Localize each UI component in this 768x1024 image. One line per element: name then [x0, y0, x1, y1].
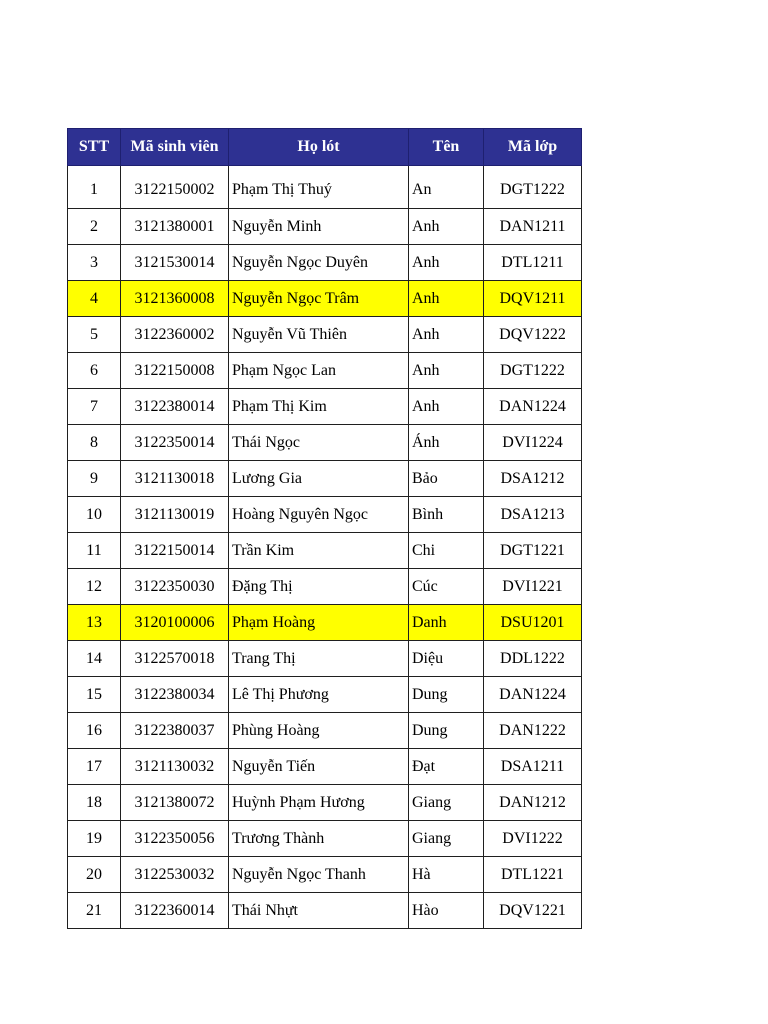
table-row — [68, 425, 582, 461]
cell-ho-lot: Phạm Thị Thuý — [229, 166, 409, 209]
cell-ma-sinh-vien: 3122150008 — [121, 353, 229, 389]
cell-ten: Danh — [409, 605, 484, 641]
cell-ma-lop: DSU1201 — [484, 605, 582, 641]
cell-ho-lot: Lương Gia — [229, 461, 409, 497]
cell-ma-sinh-vien: 3122530032 — [121, 857, 229, 893]
cell-stt: 13 — [68, 605, 121, 641]
table-row — [68, 245, 582, 281]
cell-ma-sinh-vien: 3122150002 — [121, 166, 229, 209]
cell-ho-lot: Trương Thành — [229, 821, 409, 857]
cell-ten: Bảo — [409, 461, 484, 497]
cell-ma-lop: DGT1222 — [484, 353, 582, 389]
cell-ma-sinh-vien: 3121130032 — [121, 749, 229, 785]
cell-ten: Đạt — [409, 749, 484, 785]
cell-ten: Giang — [409, 821, 484, 857]
table-row — [68, 461, 582, 497]
cell-ma-sinh-vien: 3122380037 — [121, 713, 229, 749]
cell-ten: Cúc — [409, 569, 484, 605]
cell-stt: 21 — [68, 893, 121, 929]
cell-stt: 11 — [68, 533, 121, 569]
cell-ma-lop: DGT1221 — [484, 533, 582, 569]
table-row — [68, 569, 582, 605]
cell-ho-lot: Nguyễn Ngọc Thanh — [229, 857, 409, 893]
cell-ho-lot: Trang Thị — [229, 641, 409, 677]
table-row — [68, 749, 582, 785]
table-row — [68, 353, 582, 389]
table-row — [68, 605, 582, 641]
student-table — [67, 128, 582, 929]
cell-ten: Hà — [409, 857, 484, 893]
header-stt: STT — [68, 129, 121, 166]
cell-ten: Anh — [409, 389, 484, 425]
cell-ho-lot: Thái Ngọc — [229, 425, 409, 461]
cell-ho-lot: Nguyễn Minh — [229, 209, 409, 245]
table-row — [68, 713, 582, 749]
cell-ma-sinh-vien: 3121380001 — [121, 209, 229, 245]
cell-ten: Anh — [409, 281, 484, 317]
cell-ho-lot: Thái Nhựt — [229, 893, 409, 929]
cell-ho-lot: Phạm Ngọc Lan — [229, 353, 409, 389]
cell-ma-lop: DAN1224 — [484, 389, 582, 425]
header-row — [68, 129, 582, 166]
table-row — [68, 785, 582, 821]
cell-ten: Anh — [409, 245, 484, 281]
table-row — [68, 893, 582, 929]
table-row — [68, 497, 582, 533]
cell-stt: 12 — [68, 569, 121, 605]
cell-stt: 15 — [68, 677, 121, 713]
cell-stt: 20 — [68, 857, 121, 893]
table-body — [68, 166, 582, 929]
cell-ten: Ánh — [409, 425, 484, 461]
cell-stt: 14 — [68, 641, 121, 677]
cell-ma-lop: DVI1221 — [484, 569, 582, 605]
cell-ma-sinh-vien: 3121130018 — [121, 461, 229, 497]
cell-ten: Dung — [409, 713, 484, 749]
header-ho-lot: Họ lót — [229, 129, 409, 166]
cell-ho-lot: Nguyễn Ngọc Trâm — [229, 281, 409, 317]
cell-ma-sinh-vien: 3122150014 — [121, 533, 229, 569]
cell-ho-lot: Lê Thị Phương — [229, 677, 409, 713]
cell-ma-lop: DAN1211 — [484, 209, 582, 245]
table-row — [68, 389, 582, 425]
table-row — [68, 209, 582, 245]
cell-ma-sinh-vien: 3122360014 — [121, 893, 229, 929]
cell-ma-lop: DAN1224 — [484, 677, 582, 713]
table-row — [68, 166, 582, 209]
cell-ma-sinh-vien: 3122350014 — [121, 425, 229, 461]
cell-ma-lop: DSA1211 — [484, 749, 582, 785]
cell-ten: Dung — [409, 677, 484, 713]
cell-stt: 3 — [68, 245, 121, 281]
cell-ho-lot: Phùng Hoàng — [229, 713, 409, 749]
cell-stt: 17 — [68, 749, 121, 785]
cell-ma-sinh-vien: 3121530014 — [121, 245, 229, 281]
cell-ma-lop: DSA1213 — [484, 497, 582, 533]
cell-ma-lop: DSA1212 — [484, 461, 582, 497]
cell-ma-lop: DDL1222 — [484, 641, 582, 677]
cell-ma-sinh-vien: 3120100006 — [121, 605, 229, 641]
cell-ho-lot: Huỳnh Phạm Hương — [229, 785, 409, 821]
cell-stt: 8 — [68, 425, 121, 461]
table-row — [68, 641, 582, 677]
header-ma-lop: Mã lớp — [484, 129, 582, 166]
cell-stt: 7 — [68, 389, 121, 425]
cell-ho-lot: Nguyễn Ngọc Duyên — [229, 245, 409, 281]
cell-stt: 19 — [68, 821, 121, 857]
cell-ho-lot: Trần Kim — [229, 533, 409, 569]
cell-stt: 6 — [68, 353, 121, 389]
cell-ho-lot: Phạm Thị Kim — [229, 389, 409, 425]
table-row — [68, 677, 582, 713]
cell-ma-sinh-vien: 3122350056 — [121, 821, 229, 857]
cell-stt: 4 — [68, 281, 121, 317]
cell-ma-lop: DTL1221 — [484, 857, 582, 893]
cell-ma-lop: DQV1211 — [484, 281, 582, 317]
cell-ma-sinh-vien: 3122350030 — [121, 569, 229, 605]
cell-stt: 18 — [68, 785, 121, 821]
cell-stt: 9 — [68, 461, 121, 497]
cell-ten: Bình — [409, 497, 484, 533]
cell-ma-sinh-vien: 3121130019 — [121, 497, 229, 533]
cell-ho-lot: Hoàng Nguyên Ngọc — [229, 497, 409, 533]
cell-ma-lop: DAN1222 — [484, 713, 582, 749]
cell-ten: Chi — [409, 533, 484, 569]
cell-stt: 2 — [68, 209, 121, 245]
cell-ten: Anh — [409, 209, 484, 245]
cell-ma-lop: DVI1222 — [484, 821, 582, 857]
cell-ma-lop: DAN1212 — [484, 785, 582, 821]
table-row — [68, 317, 582, 353]
cell-stt: 10 — [68, 497, 121, 533]
cell-stt: 5 — [68, 317, 121, 353]
cell-ma-sinh-vien: 3122360002 — [121, 317, 229, 353]
cell-ma-lop: DTL1211 — [484, 245, 582, 281]
cell-ten: Anh — [409, 353, 484, 389]
cell-ma-sinh-vien: 3122570018 — [121, 641, 229, 677]
cell-ten: Anh — [409, 317, 484, 353]
cell-stt: 16 — [68, 713, 121, 749]
cell-ten: Diệu — [409, 641, 484, 677]
cell-ho-lot: Phạm Hoàng — [229, 605, 409, 641]
cell-ma-lop: DVI1224 — [484, 425, 582, 461]
cell-ten: Giang — [409, 785, 484, 821]
table-row — [68, 533, 582, 569]
cell-ten: Hào — [409, 893, 484, 929]
table-row — [68, 281, 582, 317]
cell-ma-lop: DQV1222 — [484, 317, 582, 353]
header-ten: Tên — [409, 129, 484, 166]
table-row — [68, 821, 582, 857]
header-ma-sinh-vien: Mã sinh viên — [121, 129, 229, 166]
cell-ma-sinh-vien: 3121380072 — [121, 785, 229, 821]
cell-ho-lot: Nguyễn Tiến — [229, 749, 409, 785]
table-header — [68, 129, 582, 166]
cell-ma-sinh-vien: 3121360008 — [121, 281, 229, 317]
cell-ma-sinh-vien: 3122380014 — [121, 389, 229, 425]
table-row — [68, 857, 582, 893]
cell-ten: An — [409, 166, 484, 209]
cell-ma-lop: DQV1221 — [484, 893, 582, 929]
cell-ma-sinh-vien: 3122380034 — [121, 677, 229, 713]
cell-ho-lot: Đặng Thị — [229, 569, 409, 605]
cell-ma-lop: DGT1222 — [484, 166, 582, 209]
cell-ho-lot: Nguyễn Vũ Thiên — [229, 317, 409, 353]
cell-stt: 1 — [68, 166, 121, 209]
